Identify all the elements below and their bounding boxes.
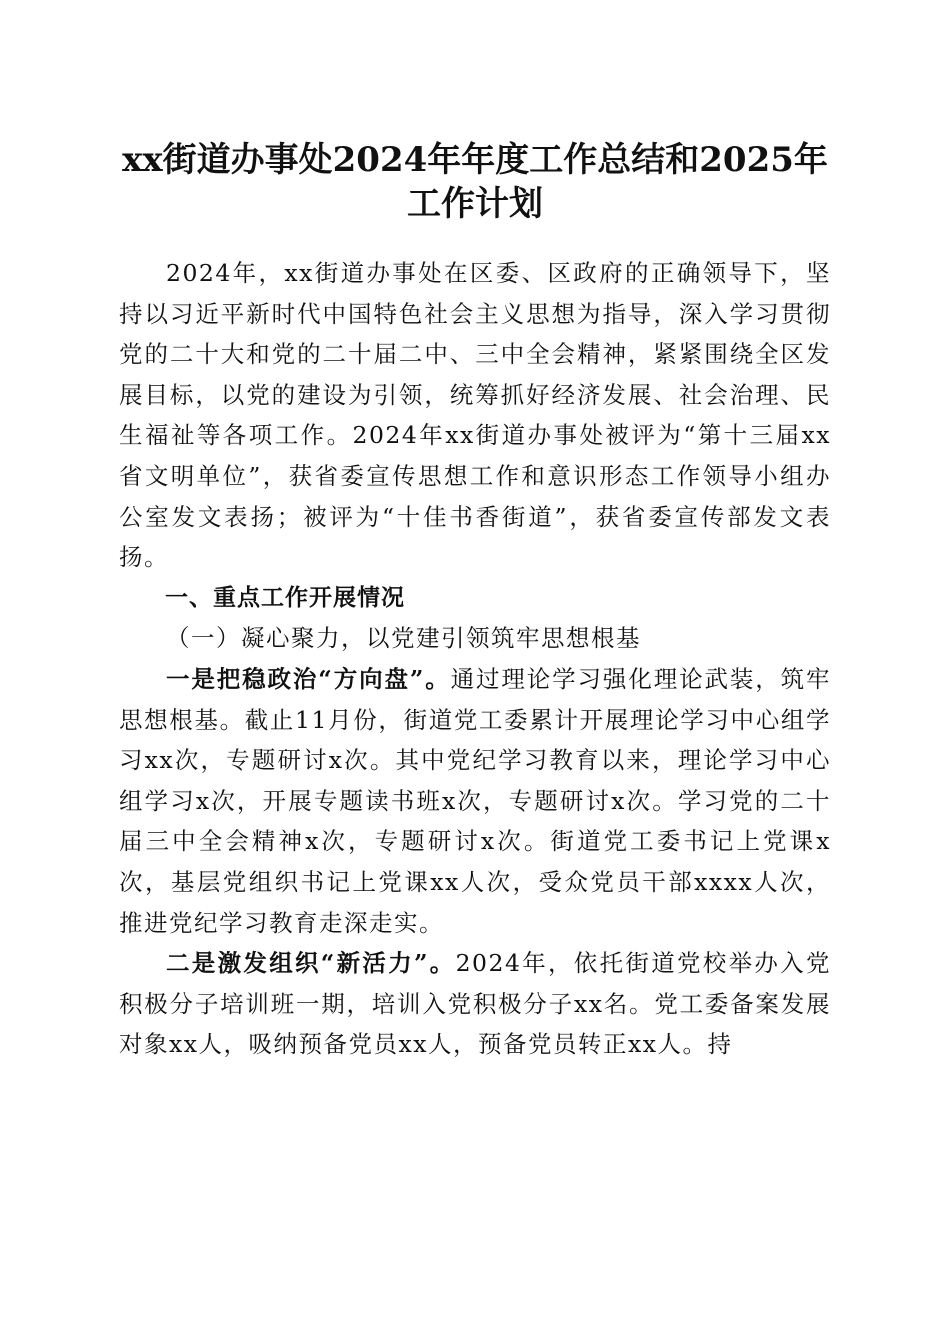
item-2-lead: 二是激发组织“新活力”。 xyxy=(166,949,456,978)
document-body xyxy=(119,253,831,1065)
intro-paragraph: 2024年，xx街道办事处在区委、区政府的正确领导下，坚持以习近平新时代中国特色社会主义思想为指导，深入学习贯彻党的二十大和党的二十届二中、三中全会精神，紧紧围绕全区发展目标，以党的建设为引领，统筹抓好经济发展、社会治理、民生福祉等各项工作。2024年xx街道办事处被评为“第十三届xx省文明单位”，获省委宣传思想工作和意识形态工作领导小组办公室发文表扬；被评为“十佳书香街道”，获省委宣传部发文表扬。 xyxy=(119,259,831,572)
title-line-1: xx街道办事处2024年年度工作总结和2025年 xyxy=(122,140,828,180)
item-2-text: 2024年，依托街道党校举办入党积极分子培训班一期，培训入党积极分子xx名。党工委备案发展对象xx人，吸纳预备党员xx人，预备党员转正xx人。持 xyxy=(119,949,831,1059)
section-1-heading: 一、重点工作开展情况 xyxy=(165,584,405,611)
item-1-paragraph xyxy=(119,659,831,943)
document-title xyxy=(100,138,850,226)
item-2-paragraph xyxy=(119,943,831,1065)
item-1-text: 通过理论学习强化理论武装，筑牢思想根基。截止11月份，街道党工委累计开展理论学习中心组学习xx次，专题研讨x次。其中党纪学习教育以来，理论学习中心组学习x次，开展专题读书班x次，专题研讨x次。学习党的二十届三中全会精神x次，专题研讨x次。街道党工委书记上党课x次，基层党组织书记上党课xx人次，受众党员干部xxxx人次，推进党纪学习教育走深走实。 xyxy=(119,664,831,937)
item-1-lead: 一是把稳政治“方向盘”。 xyxy=(166,664,451,693)
subsection-1-heading: （一）凝心聚力，以党建引领筑牢思想根基 xyxy=(166,624,641,653)
title-line-2: 工作计划 xyxy=(407,184,543,224)
